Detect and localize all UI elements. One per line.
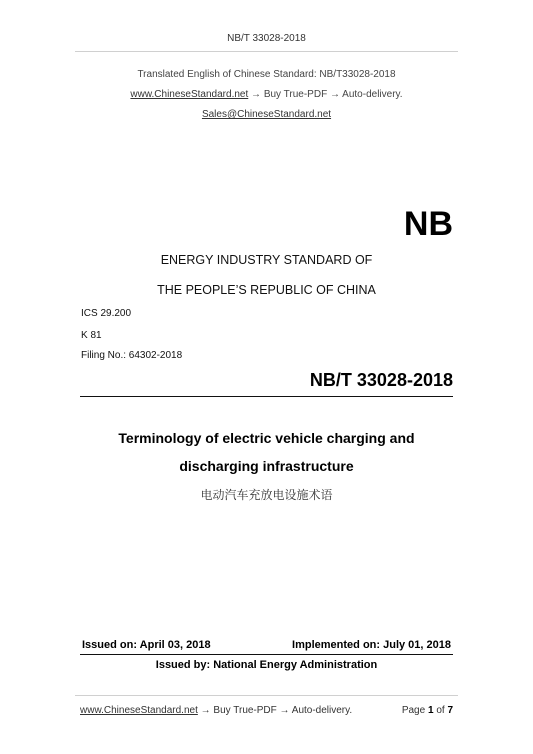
footer-divider	[75, 695, 458, 696]
ics-code: ICS 29.200	[81, 308, 132, 319]
standard-number-rule	[80, 396, 453, 397]
page-total: 7	[447, 705, 453, 716]
title-chinese: 电动汽车充放电设施术语	[200, 488, 333, 502]
email-line	[0, 109, 533, 120]
footer-purchase	[80, 705, 352, 716]
email-link[interactable]: Sales@ChineseStandard.net	[201, 109, 332, 120]
page-current: 1	[427, 705, 434, 716]
page-indicator	[402, 705, 453, 716]
dates-rule	[80, 654, 453, 655]
purchase-text: → Buy True-PDF → Auto-delivery.	[248, 89, 403, 100]
standard-number: NB/T 33028-2018	[309, 370, 453, 390]
page-of: of	[436, 705, 445, 716]
org-line-1: ENERGY INDUSTRY STANDARD OF	[160, 253, 373, 267]
site-link[interactable]: www.ChineseStandard.net	[130, 89, 249, 100]
header-divider	[75, 51, 458, 52]
filing-number: Filing No.: 64302-2018	[81, 350, 183, 361]
issuing-authority: Issued by: National Energy Administration	[155, 659, 378, 671]
issued-on-date: Issued on: April 03, 2018	[82, 639, 211, 651]
nb-logo: NB	[403, 205, 453, 243]
org-line-2: THE PEOPLE’S REPUBLIC OF CHINA	[157, 283, 376, 297]
footer-site-link[interactable]: www.ChineseStandard.net	[80, 705, 198, 716]
title-line-1: Terminology of electric vehicle charging and	[118, 430, 415, 446]
title-line-2: discharging infrastructure	[179, 458, 354, 474]
running-header: NB/T 33028-2018	[227, 33, 306, 44]
translation-notice: Translated English of Chinese Standard: NB/T33028-2018	[137, 69, 396, 80]
page-label: Page	[401, 705, 426, 716]
implemented-on-date: Implemented on: July 01, 2018	[292, 639, 451, 651]
k-code: K 81	[81, 330, 102, 341]
purchase-notice	[0, 89, 533, 100]
footer-purchase-text: → Buy True-PDF → Auto-delivery.	[197, 705, 353, 716]
